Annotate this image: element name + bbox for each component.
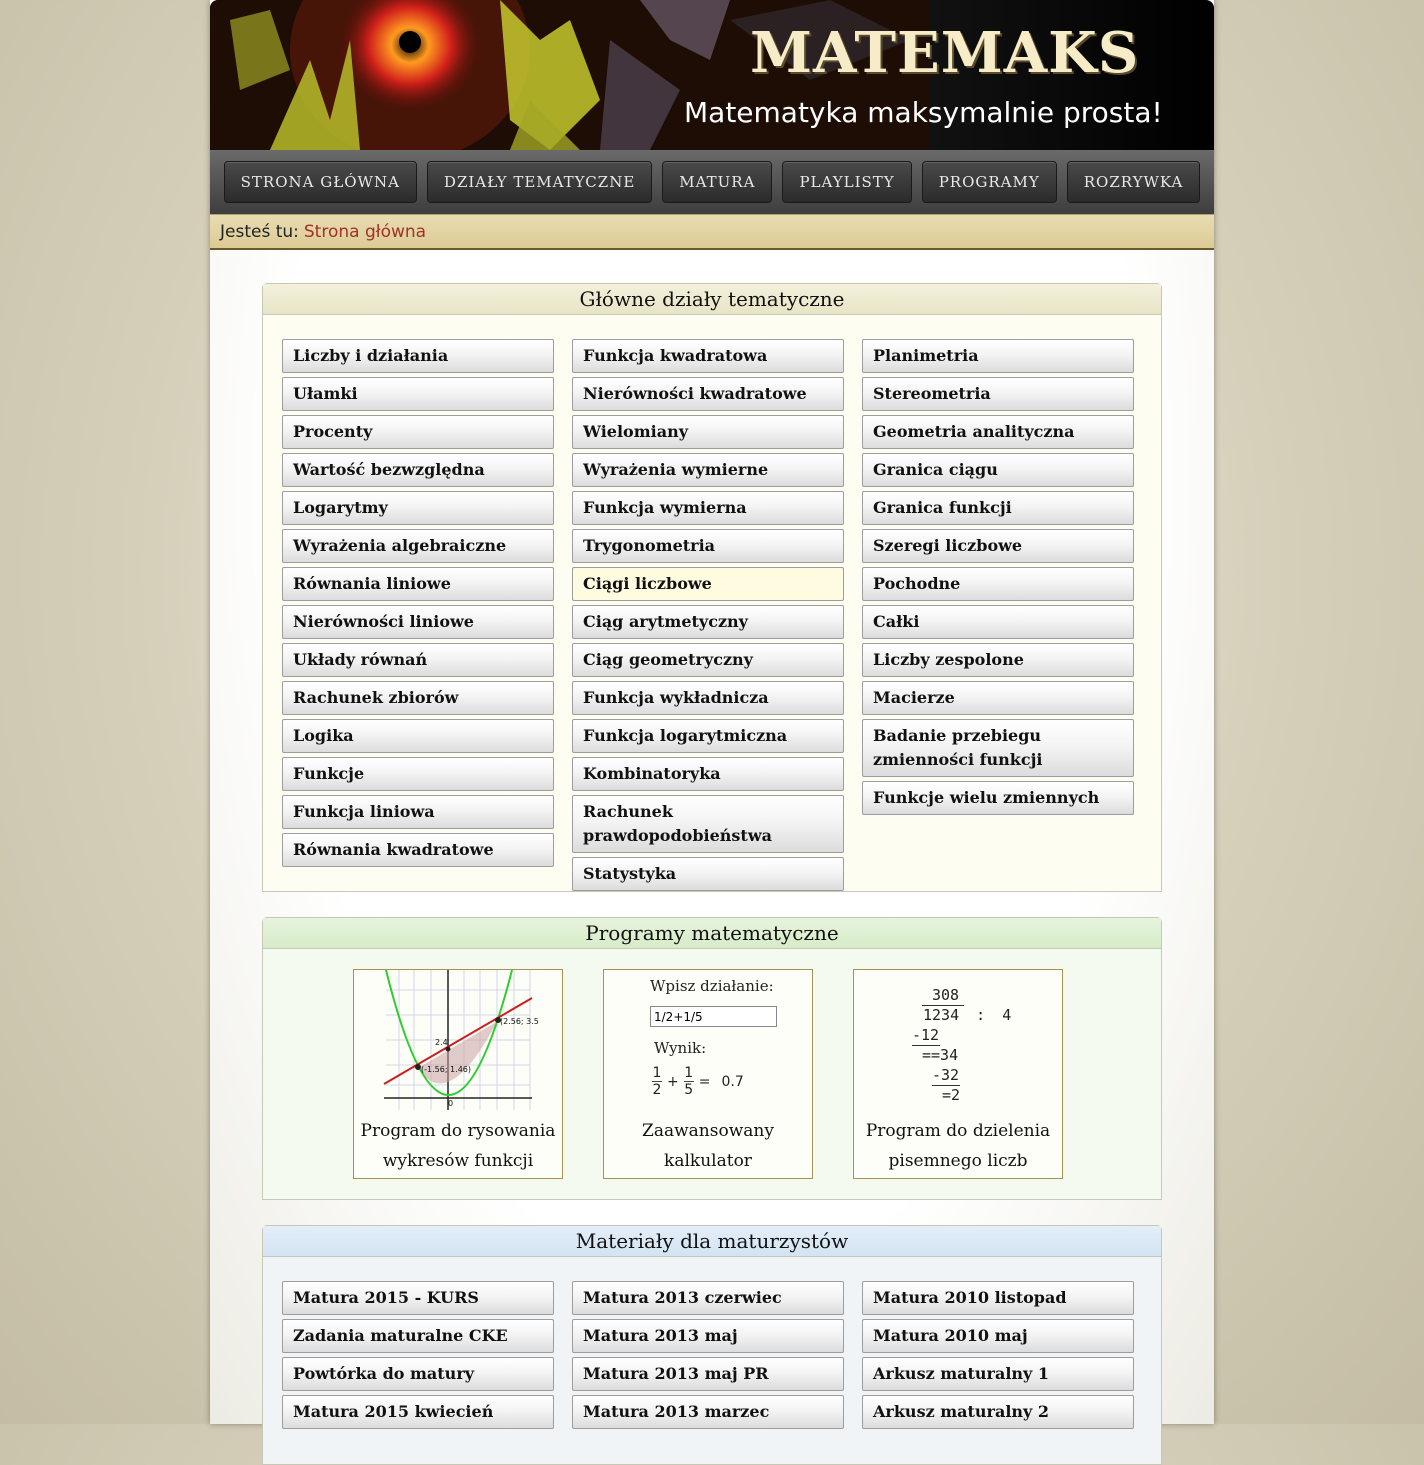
topic-link-button[interactable]: Nierówności liniowe: [282, 605, 554, 639]
matura-link-button[interactable]: Matura 2010 maj: [862, 1319, 1134, 1353]
topic-link-button[interactable]: Równania kwadratowe: [282, 833, 554, 867]
calc-result-value: 0.7: [721, 1073, 744, 1090]
matura-panel-title: Materiały dla maturzystów: [263, 1226, 1161, 1257]
topic-link-button[interactable]: Ciąg geometryczny: [572, 643, 844, 677]
topic-link-button[interactable]: Układy równań: [282, 643, 554, 677]
topic-link-button[interactable]: Ciągi liczbowe: [572, 567, 844, 601]
programs-list: [353, 969, 1063, 1179]
topic-link-button[interactable]: Granica funkcji: [862, 491, 1134, 525]
topic-link-button[interactable]: Planimetria: [862, 339, 1134, 373]
page-container: [210, 0, 1214, 1424]
calc-den-1: 2: [652, 1082, 662, 1098]
matura-link-button[interactable]: Powtórka do matury: [282, 1357, 554, 1391]
program-division-label: Program do dzielenia pisemnego liczb: [865, 1121, 1051, 1171]
topic-link-button[interactable]: Liczby i działania: [282, 339, 554, 373]
matura-link-button[interactable]: Matura 2015 - KURS: [282, 1281, 554, 1315]
nav-strona-glowna[interactable]: STRONA GŁÓWNA: [224, 161, 417, 203]
matura-link-button[interactable]: Matura 2013 maj: [572, 1319, 844, 1353]
program-graph-plotter[interactable]: [353, 969, 563, 1179]
topic-link-button[interactable]: Funkcja logarytmiczna: [572, 719, 844, 753]
division-line-2: ==34: [922, 1046, 959, 1064]
topic-link-button[interactable]: Funkcje wielu zmiennych: [862, 781, 1134, 815]
topic-link-button[interactable]: Równania liniowe: [282, 567, 554, 601]
topic-link-button[interactable]: Statystyka: [572, 857, 844, 891]
topics-grid: [282, 339, 1134, 891]
topic-link-button[interactable]: Geometria analityczna: [862, 415, 1134, 449]
calc-fraction-expression: [652, 1065, 744, 1098]
topic-link-button[interactable]: Wyrażenia algebraiczne: [282, 529, 554, 563]
graph-y-label: 2.4: [435, 1038, 448, 1047]
matura-link-button[interactable]: Arkusz maturalny 2: [862, 1395, 1134, 1429]
calc-num-2: 1: [684, 1065, 694, 1081]
programs-panel-title: Programy matematyczne: [263, 918, 1161, 949]
programs-panel: [262, 917, 1162, 1200]
matura-link-button[interactable]: Matura 2010 listopad: [862, 1281, 1134, 1315]
program-calculator[interactable]: [603, 969, 813, 1179]
topic-link-button[interactable]: Rachunek prawdopodobieństwa: [572, 795, 844, 853]
topics-panel: [262, 283, 1162, 892]
topic-link-button[interactable]: Ciąg arytmetyczny: [572, 605, 844, 639]
topic-link-button[interactable]: Pochodne: [862, 567, 1134, 601]
site-logo[interactable]: MATEMAKS: [750, 20, 1140, 86]
graph-preview-image: [354, 970, 564, 1115]
calc-result-label: Wynik:: [654, 1039, 707, 1057]
topic-link-button[interactable]: Funkcja wymierna: [572, 491, 844, 525]
topic-link-button[interactable]: Stereometria: [862, 377, 1134, 411]
topics-column-1: [282, 339, 554, 891]
breadcrumb-current[interactable]: Strona główna: [303, 221, 427, 242]
main-nav: [210, 150, 1214, 214]
division-equation: [923, 1006, 1011, 1024]
division-divisor: 4: [1002, 1006, 1012, 1024]
topics-column-3: [862, 339, 1134, 891]
matura-link-button[interactable]: Matura 2013 maj PR: [572, 1357, 844, 1391]
topic-link-button[interactable]: Liczby zespolone: [862, 643, 1134, 677]
calc-input[interactable]: [650, 1006, 777, 1027]
program-calculator-label: Zaawansowany kalkulator: [642, 1121, 774, 1171]
topic-link-button[interactable]: Logarytmy: [282, 491, 554, 525]
calc-equals: =: [698, 1073, 711, 1090]
topic-link-button[interactable]: Wartość bezwzględna: [282, 453, 554, 487]
nav-playlisty[interactable]: PLAYLISTY: [782, 161, 911, 203]
nav-matura[interactable]: MATURA: [662, 161, 772, 203]
graph-origin-label: 0: [448, 1099, 454, 1108]
topic-link-button[interactable]: Granica ciągu: [862, 453, 1134, 487]
calc-den-2: 5: [684, 1082, 694, 1098]
topic-link-button[interactable]: Funkcja wykładnicza: [572, 681, 844, 715]
breadcrumb: [210, 214, 1214, 250]
topic-link-button[interactable]: Funkcja liniowa: [282, 795, 554, 829]
topic-link-button[interactable]: Funkcje: [282, 757, 554, 791]
topic-link-button[interactable]: Logika: [282, 719, 554, 753]
matura-column-2: [572, 1281, 844, 1429]
topic-link-button[interactable]: Trygonometria: [572, 529, 844, 563]
matura-panel: [262, 1225, 1162, 1465]
topics-panel-title: Główne działy tematyczne: [263, 284, 1161, 315]
matura-link-button[interactable]: Matura 2013 marzec: [572, 1395, 844, 1429]
topic-link-button[interactable]: Całki: [862, 605, 1134, 639]
main-content: [210, 250, 1214, 1424]
matura-link-button[interactable]: Zadania maturalne CKE: [282, 1319, 554, 1353]
division-dividend: 1234: [923, 1006, 960, 1024]
nav-programy[interactable]: PROGRAMY: [922, 161, 1057, 203]
calc-plus: +: [667, 1073, 679, 1090]
topic-link-button[interactable]: Wyrażenia wymierne: [572, 453, 844, 487]
topic-link-button[interactable]: Nierówności kwadratowe: [572, 377, 844, 411]
site-header: [210, 0, 1214, 150]
division-operator: :: [976, 1006, 986, 1024]
topic-link-button[interactable]: Funkcja kwadratowa: [572, 339, 844, 373]
division-quotient: 308: [932, 986, 960, 1004]
site-tagline: Matematyka maksymalnie prosta!: [684, 96, 1163, 129]
topic-link-button[interactable]: Szeregi liczbowe: [862, 529, 1134, 563]
program-long-division[interactable]: [853, 969, 1063, 1179]
matura-column-1: [282, 1281, 554, 1429]
topic-link-button[interactable]: Rachunek zbiorów: [282, 681, 554, 715]
topic-link-button[interactable]: Wielomiany: [572, 415, 844, 449]
matura-link-button[interactable]: Matura 2015 kwiecień: [282, 1395, 554, 1429]
matura-column-3: [862, 1281, 1134, 1429]
calc-num-1: 1: [652, 1065, 662, 1081]
matura-link-button[interactable]: Arkusz maturalny 1: [862, 1357, 1134, 1391]
division-line-4: =2: [942, 1086, 961, 1104]
topic-link-button[interactable]: Ułamki: [282, 377, 554, 411]
division-line-3: -32: [932, 1066, 960, 1084]
calc-prompt: Wpisz działanie:: [650, 977, 774, 995]
graph-point-1-label: (-1.56; 1.46): [421, 1065, 471, 1074]
breadcrumb-prefix: Jesteś tu:: [220, 221, 299, 242]
topic-link-button[interactable]: Kombinatoryka: [572, 757, 844, 791]
topic-link-button[interactable]: Macierze: [862, 681, 1134, 715]
division-line-1: -12: [912, 1026, 940, 1044]
nav-dzialy-tematyczne[interactable]: DZIAŁY TEMATYCZNE: [427, 161, 652, 203]
topic-link-button[interactable]: Procenty: [282, 415, 554, 449]
topics-column-2: [572, 339, 844, 891]
graph-point-2-label: (2.56; 3.5: [500, 1017, 539, 1026]
matura-grid: [282, 1281, 1134, 1429]
program-graph-label: Program do rysowania wykresów funkcji: [360, 1121, 556, 1171]
nav-rozrywka[interactable]: ROZRYWKA: [1067, 161, 1201, 203]
matura-link-button[interactable]: Matura 2013 czerwiec: [572, 1281, 844, 1315]
topic-link-button[interactable]: Badanie przebiegu zmienności funkcji: [862, 719, 1134, 777]
